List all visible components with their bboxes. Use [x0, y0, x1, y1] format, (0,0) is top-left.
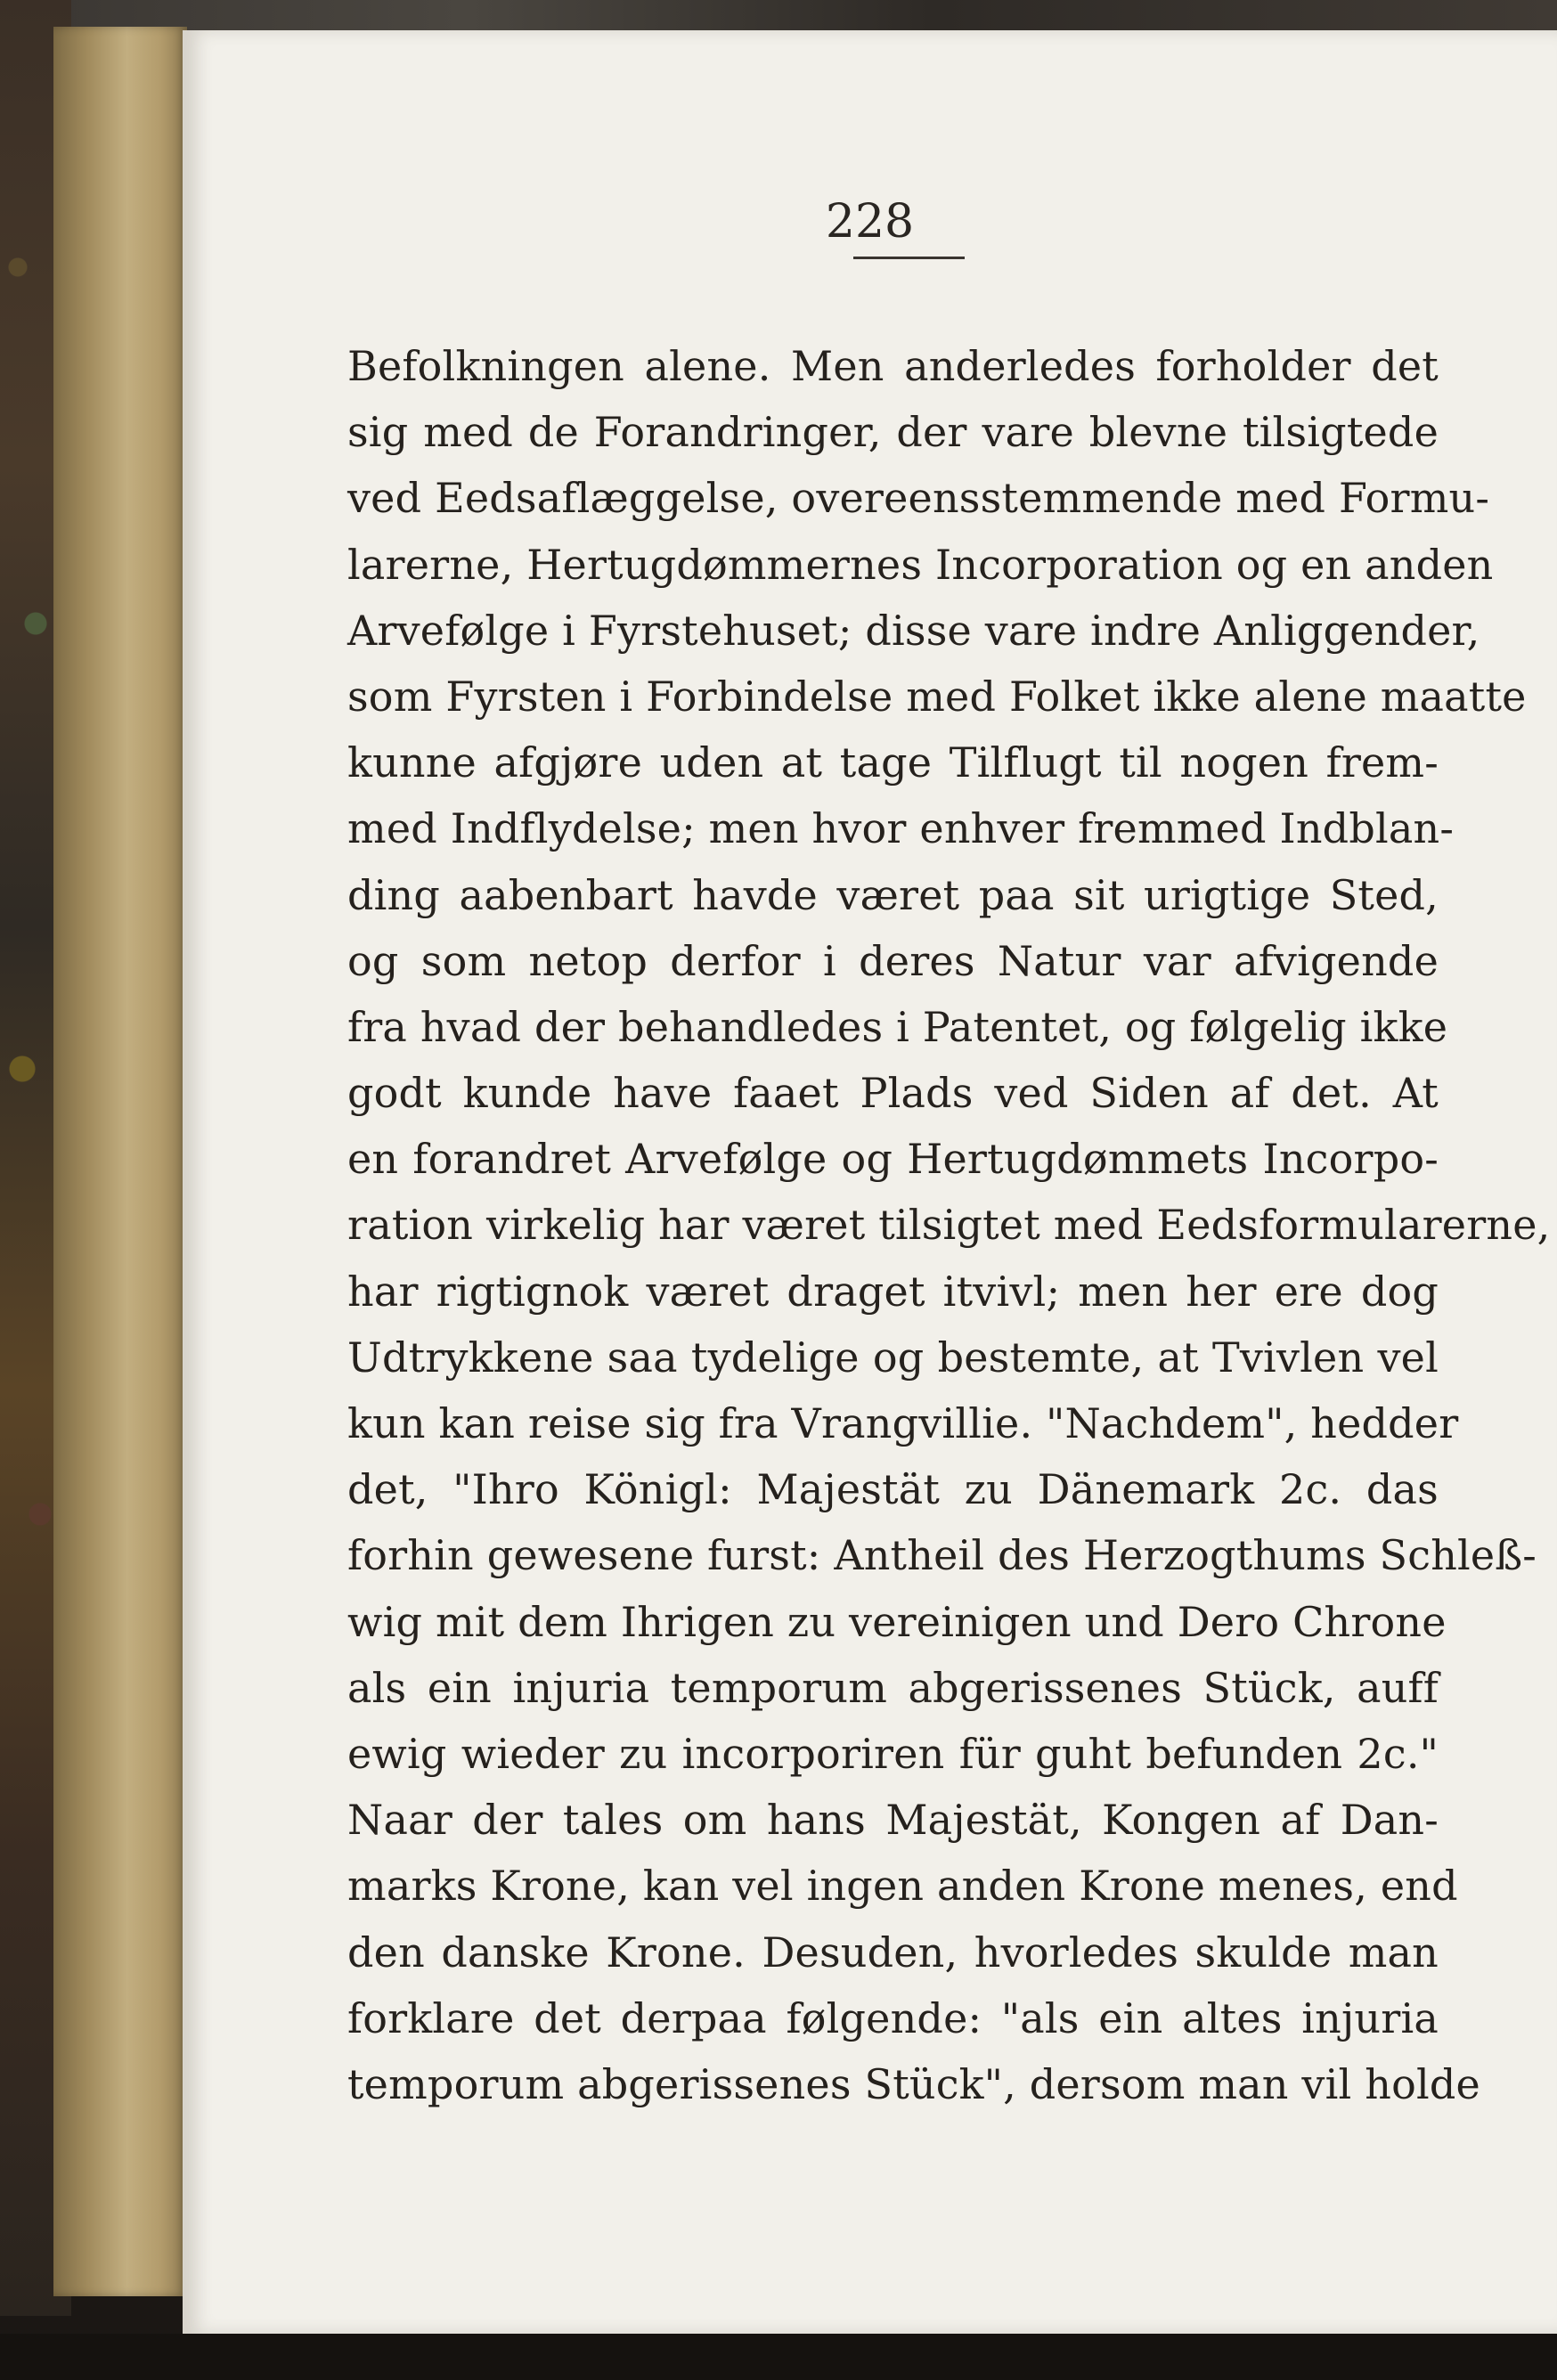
- text-line: als ein injuria temporum abgerissenes Stück, auff: [347, 1663, 1439, 1712]
- text-line: sig med de Forandringer, der vare blevne tilsigtede: [347, 408, 1439, 457]
- text-line: Naar der tales om hans Majestät, Kongen af Dan-: [347, 1796, 1439, 1845]
- page-number-rule: [853, 257, 965, 259]
- text-line: det, "Ihro Königl: Majestät zu Dänemark 2c. das: [347, 1465, 1439, 1514]
- text-line: den danske Krone. Desuden, hvorledes skulde man: [347, 1928, 1439, 1977]
- text-line: har rigtignok været draget itvivl; men her ere dog: [347, 1267, 1439, 1316]
- text-line: forhin gewesene furst: Antheil des Herzogthums Schleß-: [347, 1531, 1537, 1580]
- text-line: ewig wieder zu incorporiren für guht befunden 2c.": [347, 1729, 1439, 1778]
- text-line: ration virkelig har været tilsigtet med Eedsformularerne,: [347, 1201, 1551, 1250]
- text-line: larerne, Hertugdømmernes Incorporation og en anden: [347, 540, 1494, 589]
- text-line: en forandret Arvefølge og Hertugdømmets Incorpo-: [347, 1135, 1439, 1184]
- text-line: kun kan reise sig fra Vrangvillie. "Nachdem", hedder: [347, 1399, 1459, 1447]
- text-line: ding aabenbart havde været paa sit urigtige Sted,: [347, 870, 1439, 919]
- text-line: ved Eedsaflæggelse, overeensstemmende med Formu-: [347, 474, 1490, 523]
- page-edges: [53, 27, 187, 2296]
- text-line: godt kunde have faaet Plads ved Siden af det. At: [347, 1069, 1439, 1118]
- text-line: med Indflydelse; men hvor enhver fremmed Indblan-: [347, 804, 1455, 853]
- text-line: temporum abgerissenes Stück", dersom man vil holde: [347, 2059, 1480, 2108]
- text-line: og som netop derfor i deres Natur var afvigende: [347, 936, 1439, 985]
- text-line: Befolkningen alene. Men anderledes forholder det: [347, 342, 1439, 390]
- text-line: Arvefølge i Fyrstehuset; disse vare indre Anliggender,: [347, 606, 1480, 655]
- text-line: marks Krone, kan vel ingen anden Krone menes, end: [347, 1862, 1458, 1911]
- text-line: Udtrykkene saa tydelige og bestemte, at Tvivlen vel: [347, 1333, 1439, 1382]
- page-number: 228: [825, 195, 915, 249]
- text-line: fra hvad der behandledes i Patentet, og følgelig ikke: [347, 1002, 1448, 1051]
- book-page: [183, 30, 1557, 2334]
- marbled-cover-top: [0, 0, 1557, 32]
- text-line: forklare det derpaa følgende: "als ein altes injuria: [347, 1993, 1439, 2042]
- text-line: wig mit dem Ihrigen zu vereinigen und Dero Chrone: [347, 1597, 1447, 1646]
- text-body: [347, 333, 1551, 2117]
- scan-background-bottom: [0, 2334, 1557, 2380]
- text-line: kunne afgjøre uden at tage Tilflugt til nogen frem-: [347, 738, 1439, 787]
- text-line: som Fyrsten i Forbindelse med Folket ikke alene maatte: [347, 672, 1527, 721]
